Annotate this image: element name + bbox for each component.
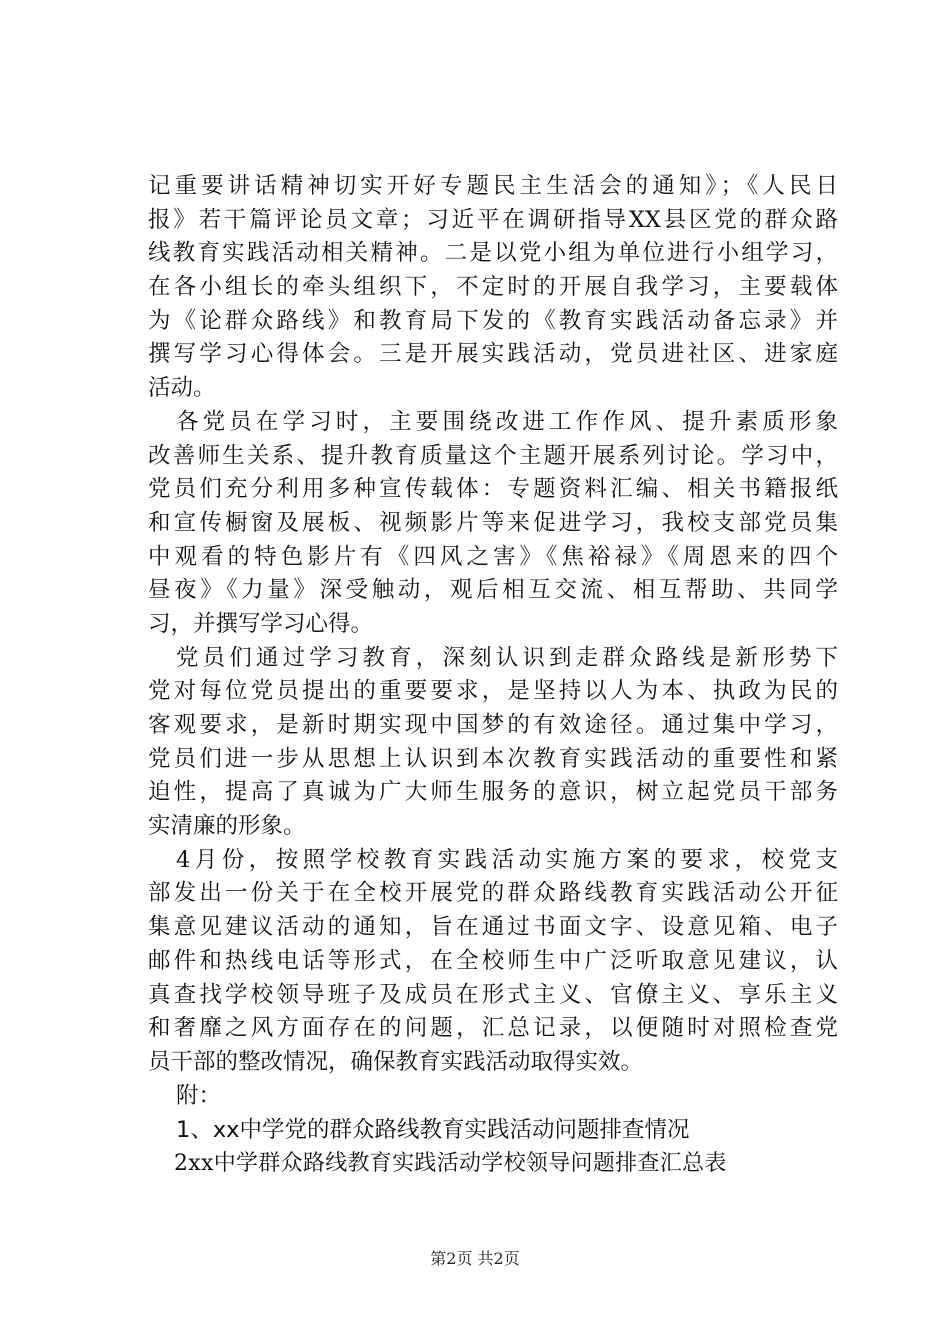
text-line: 活动。 [148, 375, 216, 402]
text-line: 客观要求，是新时期实现中国梦的有效途径。通过集中学习， [148, 712, 838, 738]
text-line: 4月份，按照学校教育实践活动实施方案的要求，校党支 [176, 846, 838, 873]
text-line: 在各小组长的牵头组织下，不定时的开展自我学习，主要载体 [148, 274, 838, 301]
text-line: 线教育实践活动相关精神。二是以党小组为单位进行小组学习， [148, 240, 838, 267]
text-line: 实清廉的形象。 [148, 813, 306, 840]
text-line: 昼夜》《力量》深受触动，观后相互交流、相互帮助、共同学 [148, 577, 838, 604]
text-line: 党员们充分利用多种宣传载体：专题资料汇编、相关书籍报纸 [148, 476, 838, 503]
text-line: 党员们进一步从思想上认识到本次教育实践活动的重要性和紧 [148, 745, 838, 772]
text-line: 各党员在学习时，主要围绕改进工作作风、提升素质形象 [176, 408, 838, 435]
text-line: 习，并撰写学习心得。 [148, 610, 374, 637]
text-line: 真查找学校领导班子及成员在形式主义、官僚主义、享乐主义 [148, 981, 838, 1008]
text-line: 员干部的整改情况，确保教育实践活动取得实效。 [148, 1048, 644, 1075]
attachment-heading: 附： [176, 1082, 222, 1109]
text-line: 记重要讲话精神切实开好专题民主生活会的通知》；《人民日 [148, 173, 838, 199]
text-line: 和奢靡之风方面存在的问题，汇总记录，以便随时对照检查党 [148, 1015, 838, 1042]
page-footer: 第2页 共2页 [430, 1249, 520, 1268]
body-text [148, 170, 838, 1181]
text-line: 党对每位党员提出的重要要求，是坚持以人为本、执政为民的 [148, 678, 838, 705]
attachment-item-1: 1、xx中学党的群众路线教育实践活动问题排查情况 [176, 1117, 690, 1144]
text-line: 部发出一份关于在全校开展党的群众路线教育实践活动公开征 [148, 880, 838, 907]
text-line: 邮件和热线电话等形式，在全校师生中广泛听取意见建议，认 [148, 947, 838, 974]
text-line: 党员们通过学习教育，深刻认识到走群众路线是新形势下 [176, 644, 838, 671]
text-line: 集意见建议活动的通知，旨在通过书面文字、设意见箱、电子 [148, 914, 838, 941]
text-line: 中观看的特色影片有《四风之害》《焦裕禄》《周恩来的四个 [148, 543, 838, 570]
text-line: 报》若干篇评论员文章；习近平在调研指导XX县区党的群众路 [148, 206, 838, 233]
text-line: 改善师生关系、提升教育质量这个主题开展系列讨论。学习中， [148, 442, 838, 469]
text-line: 为《论群众路线》和教育局下发的《教育实践活动备忘录》并 [148, 307, 838, 334]
text-line: 迫性，提高了真诚为广大师生服务的意识，树立起党员干部务 [148, 779, 838, 806]
text-line: 和宣传橱窗及展板、视频影片等来促进学习，我校支部党员集 [148, 509, 838, 536]
text-line: 撰写学习心得体会。三是开展实践活动，党员进社区、进家庭 [148, 341, 838, 368]
attachment-item-2: 2xx中学群众路线教育实践活动学校领导问题排查汇总表 [174, 1151, 727, 1177]
